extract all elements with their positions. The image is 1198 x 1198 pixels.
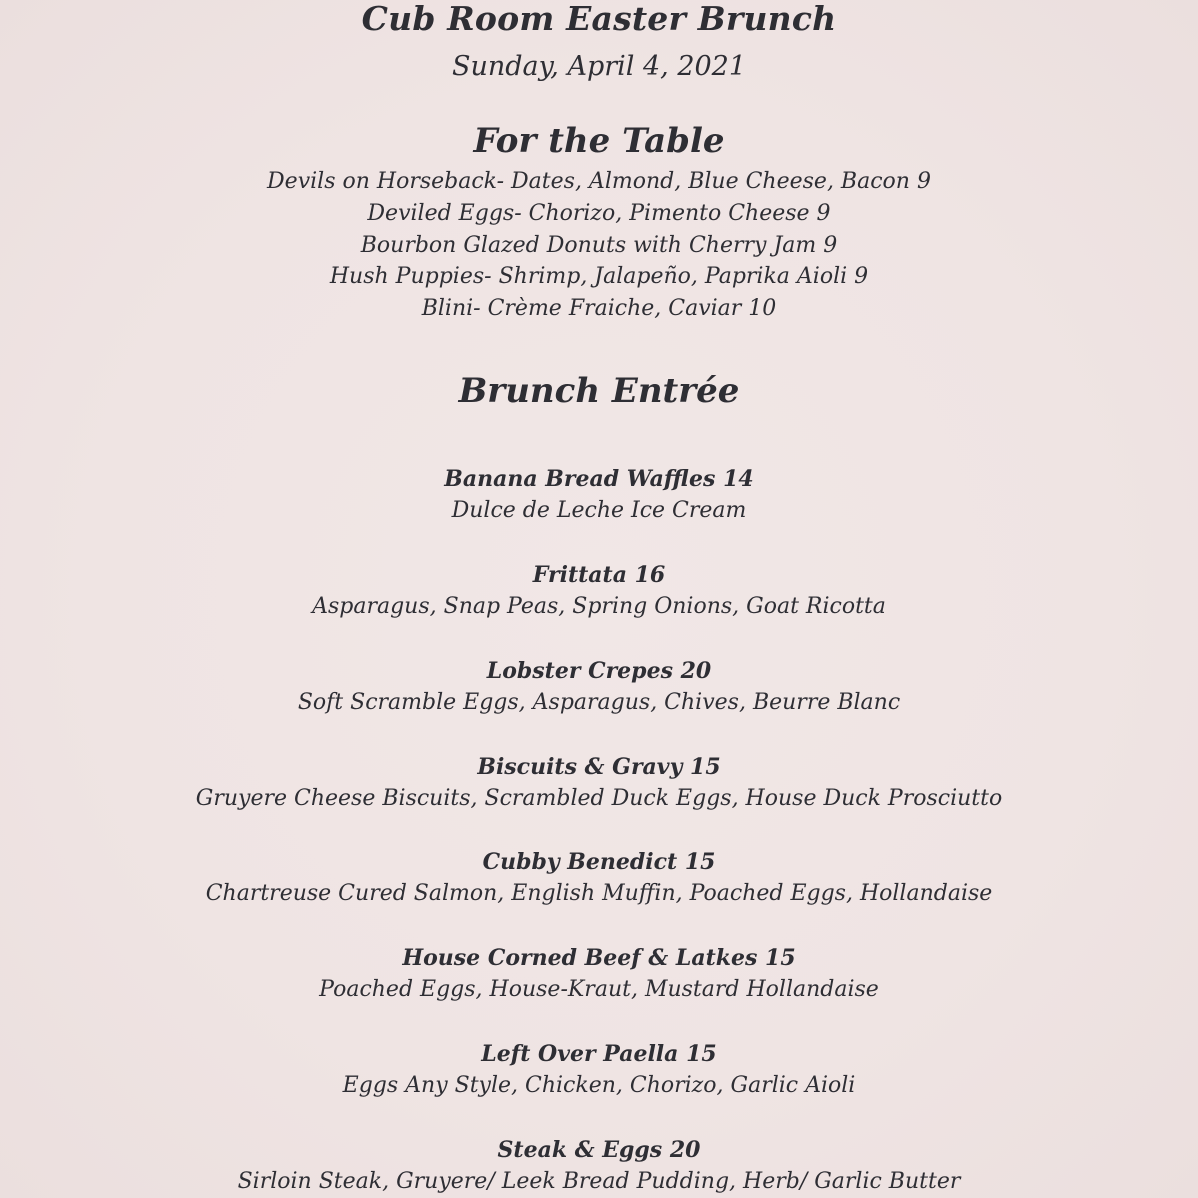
dish-name: Cubby Benedict 15 <box>482 849 716 875</box>
dish-name: Steak & Eggs 20 <box>497 1137 701 1163</box>
table-item: Deviled Eggs- Chorizo, Pimento Cheese 9 <box>367 201 831 226</box>
table-item: Devils on Horseback- Dates, Almond, Blue Cheese, Bacon 9 <box>267 169 931 194</box>
section-heading-for-the-table: For the Table <box>473 121 725 161</box>
dish-name: Biscuits & Gravy 15 <box>477 754 721 780</box>
section-heading-brunch-entree: Brunch Entrée <box>458 371 740 411</box>
dish-name: Lobster Crepes 20 <box>486 658 712 684</box>
dish-name: Frittata 16 <box>532 562 666 588</box>
table-item: Bourbon Glazed Donuts with Cherry Jam 9 <box>360 233 838 258</box>
dish-description: Eggs Any Style, Chicken, Chorizo, Garlic Aioli <box>342 1073 856 1098</box>
menu-date: Sunday, April 4, 2021 <box>451 51 747 82</box>
dish-name: Left Over Paella 15 <box>481 1041 717 1067</box>
dish-description: Asparagus, Snap Peas, Spring Onions, Goat Ricotta <box>312 594 886 619</box>
dish-description: Chartreuse Cured Salmon, English Muffin, Poached Eggs, Hollandaise <box>205 881 993 906</box>
table-item: Blini- Crème Fraiche, Caviar 10 <box>421 296 777 321</box>
dish-description: Soft Scramble Eggs, Asparagus, Chives, Beurre Blanc <box>297 690 901 715</box>
dish-description: Sirloin Steak, Gruyere/ Leek Bread Pudding, Herb/ Garlic Butter <box>237 1169 961 1194</box>
dish-name: Banana Bread Waffles 14 <box>444 466 754 492</box>
menu-title: Cub Room Easter Brunch <box>361 0 837 38</box>
dish-description: Gruyere Cheese Biscuits, Scrambled Duck Eggs, House Duck Prosciutto <box>195 786 1003 811</box>
dish-description: Poached Eggs, House-Kraut, Mustard Hollandaise <box>319 977 879 1002</box>
table-item: Hush Puppies- Shrimp, Jalapeño, Paprika Aioli 9 <box>329 264 869 289</box>
dish-name: House Corned Beef & Latkes 15 <box>402 945 796 971</box>
dish-description: Dulce de Leche Ice Cream <box>451 498 747 523</box>
